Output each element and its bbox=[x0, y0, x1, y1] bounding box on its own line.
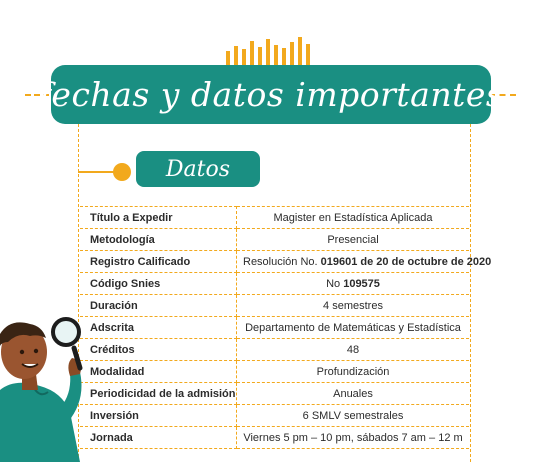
row-value: Presencial bbox=[237, 229, 470, 251]
row-value: 6 SMLV semestrales bbox=[237, 405, 470, 427]
table-row bbox=[80, 361, 469, 383]
section-dot bbox=[113, 163, 131, 181]
data-table bbox=[80, 206, 492, 449]
table-row bbox=[80, 317, 469, 339]
value-bold: 019601 de 20 de octubre de 2020 bbox=[320, 255, 492, 268]
row-label: Título a Expedir bbox=[80, 207, 237, 229]
row-label: Periodicidad de la admisión bbox=[80, 383, 237, 405]
row-value: Magister en Estadística Aplicada bbox=[237, 207, 470, 229]
row-value: Anuales bbox=[237, 383, 470, 405]
value-prefix: No bbox=[326, 277, 344, 290]
value-bold: 109575 bbox=[343, 277, 380, 290]
row-label: Modalidad bbox=[80, 361, 237, 383]
character-illustration bbox=[0, 312, 110, 462]
row-label: Duración bbox=[80, 295, 237, 317]
table-row bbox=[80, 207, 469, 229]
table-row bbox=[80, 339, 469, 361]
row-value: Profundización bbox=[237, 361, 470, 383]
row-value: Viernes 5 pm – 10 pm, sábados 7 am – 12 m bbox=[237, 427, 470, 449]
row-label: Metodología bbox=[80, 229, 237, 251]
value-prefix: Resolución No. bbox=[243, 255, 321, 268]
page-title: fechas y datos importantes bbox=[38, 75, 504, 114]
title-banner bbox=[38, 65, 504, 124]
row-label: Código Snies bbox=[80, 273, 237, 295]
table-row bbox=[80, 251, 469, 273]
magnifying-glass-icon bbox=[53, 319, 80, 368]
row-label: Créditos bbox=[80, 339, 237, 361]
section-header bbox=[136, 151, 260, 187]
row-label: Registro Calificado bbox=[80, 251, 237, 273]
row-value: Departamento de Matemáticas y Estadística bbox=[237, 317, 470, 339]
row-value: 48 bbox=[237, 339, 470, 361]
table-row bbox=[80, 405, 469, 427]
table-row bbox=[80, 295, 469, 317]
row-label: Jornada bbox=[80, 427, 237, 449]
section-title: Datos bbox=[165, 156, 231, 182]
row-value bbox=[237, 273, 470, 295]
row-label: Adscrita bbox=[80, 317, 237, 339]
section-connector bbox=[78, 171, 118, 173]
table-row bbox=[80, 273, 469, 295]
row-label: Inversión bbox=[80, 405, 237, 427]
row-value bbox=[237, 251, 492, 273]
sound-bars-icon bbox=[226, 35, 318, 67]
row-value: 4 semestres bbox=[237, 295, 470, 317]
table-row bbox=[80, 427, 469, 449]
table-row bbox=[80, 229, 469, 251]
table-row bbox=[80, 383, 469, 405]
